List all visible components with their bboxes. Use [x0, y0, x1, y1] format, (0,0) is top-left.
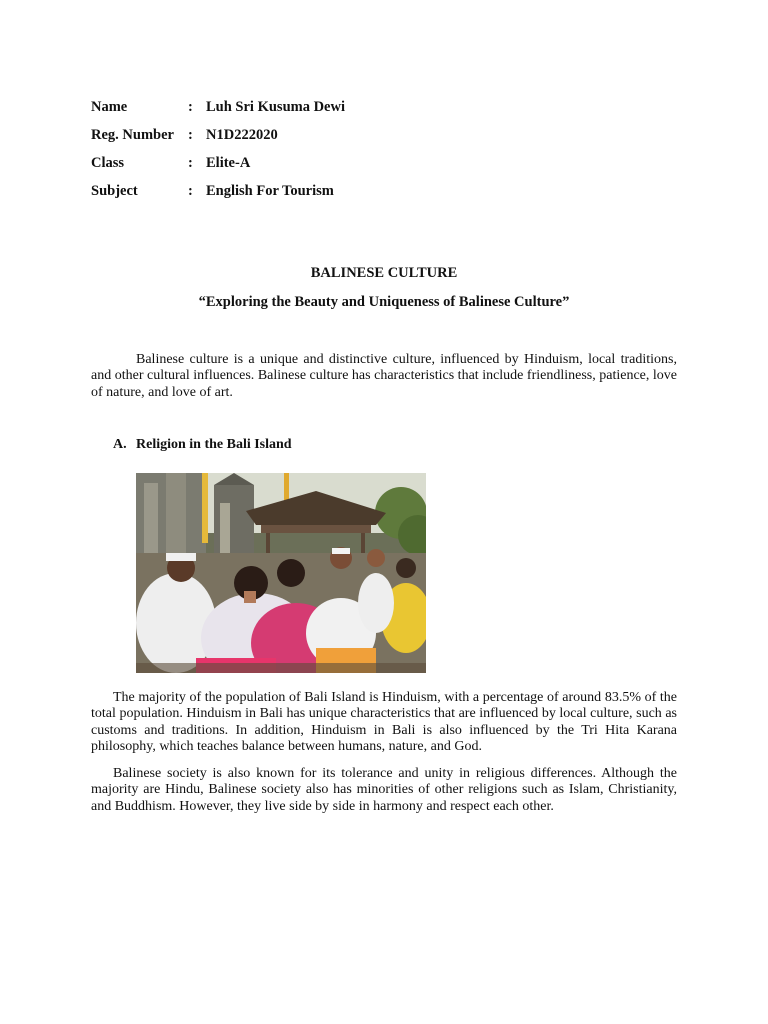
info-row-class [91, 149, 345, 177]
section-letter: A. [113, 437, 127, 452]
info-label: Class [91, 154, 125, 171]
info-value: Luh Sri Kusuma Dewi [206, 98, 345, 115]
info-separator: : [188, 154, 193, 171]
religion-paragraph-1: The majority of the population of Bali Island is Hinduism, with a percentage of around 83.5% of the total population. Hinduism in Bali has unique characteristics that are influenced by local culture, such as customs and traditions. In addition, Hinduism in Bali is also influenced by the Tri Hita Karana philosophy, which teaches balance between humans, nature, and God. [91, 690, 677, 755]
info-label: Reg. Number [91, 126, 174, 143]
religion-paragraph-2: Balinese society is also known for its tolerance and unity in religious differences. Although the majority are Hindu, Balinese society also has minorities of other religions such as Islam, Christianity, and Buddhism. However, they live side by side in harmony and respect each other. [91, 766, 677, 814]
section-heading-religion [113, 437, 292, 453]
info-row-reg-number [91, 121, 345, 149]
ceremony-photo [136, 473, 426, 673]
info-row-name [91, 93, 345, 121]
document-title: BALINESE CULTURE [310, 265, 458, 281]
info-separator: : [188, 126, 193, 143]
document-subtitle: “Exploring the Beauty and Uniqueness of Balinese Culture” [198, 294, 570, 310]
info-separator: : [188, 182, 193, 199]
info-value: English For Tourism [206, 182, 334, 199]
info-row-subject [91, 177, 345, 205]
section-title: Religion in the Bali Island [136, 437, 292, 452]
info-label: Name [91, 98, 128, 115]
info-label: Subject [91, 182, 138, 199]
student-info-table [91, 93, 345, 205]
info-value: Elite-A [206, 154, 251, 171]
intro-paragraph: Balinese culture is a unique and distinctive culture, influenced by Hinduism, local traditions, and other cultural influences. Balinese culture has characteristics that include friendliness, patience, love of nature, and love of art. [91, 352, 677, 400]
info-value: N1D222020 [206, 126, 278, 143]
info-separator: : [188, 98, 193, 115]
